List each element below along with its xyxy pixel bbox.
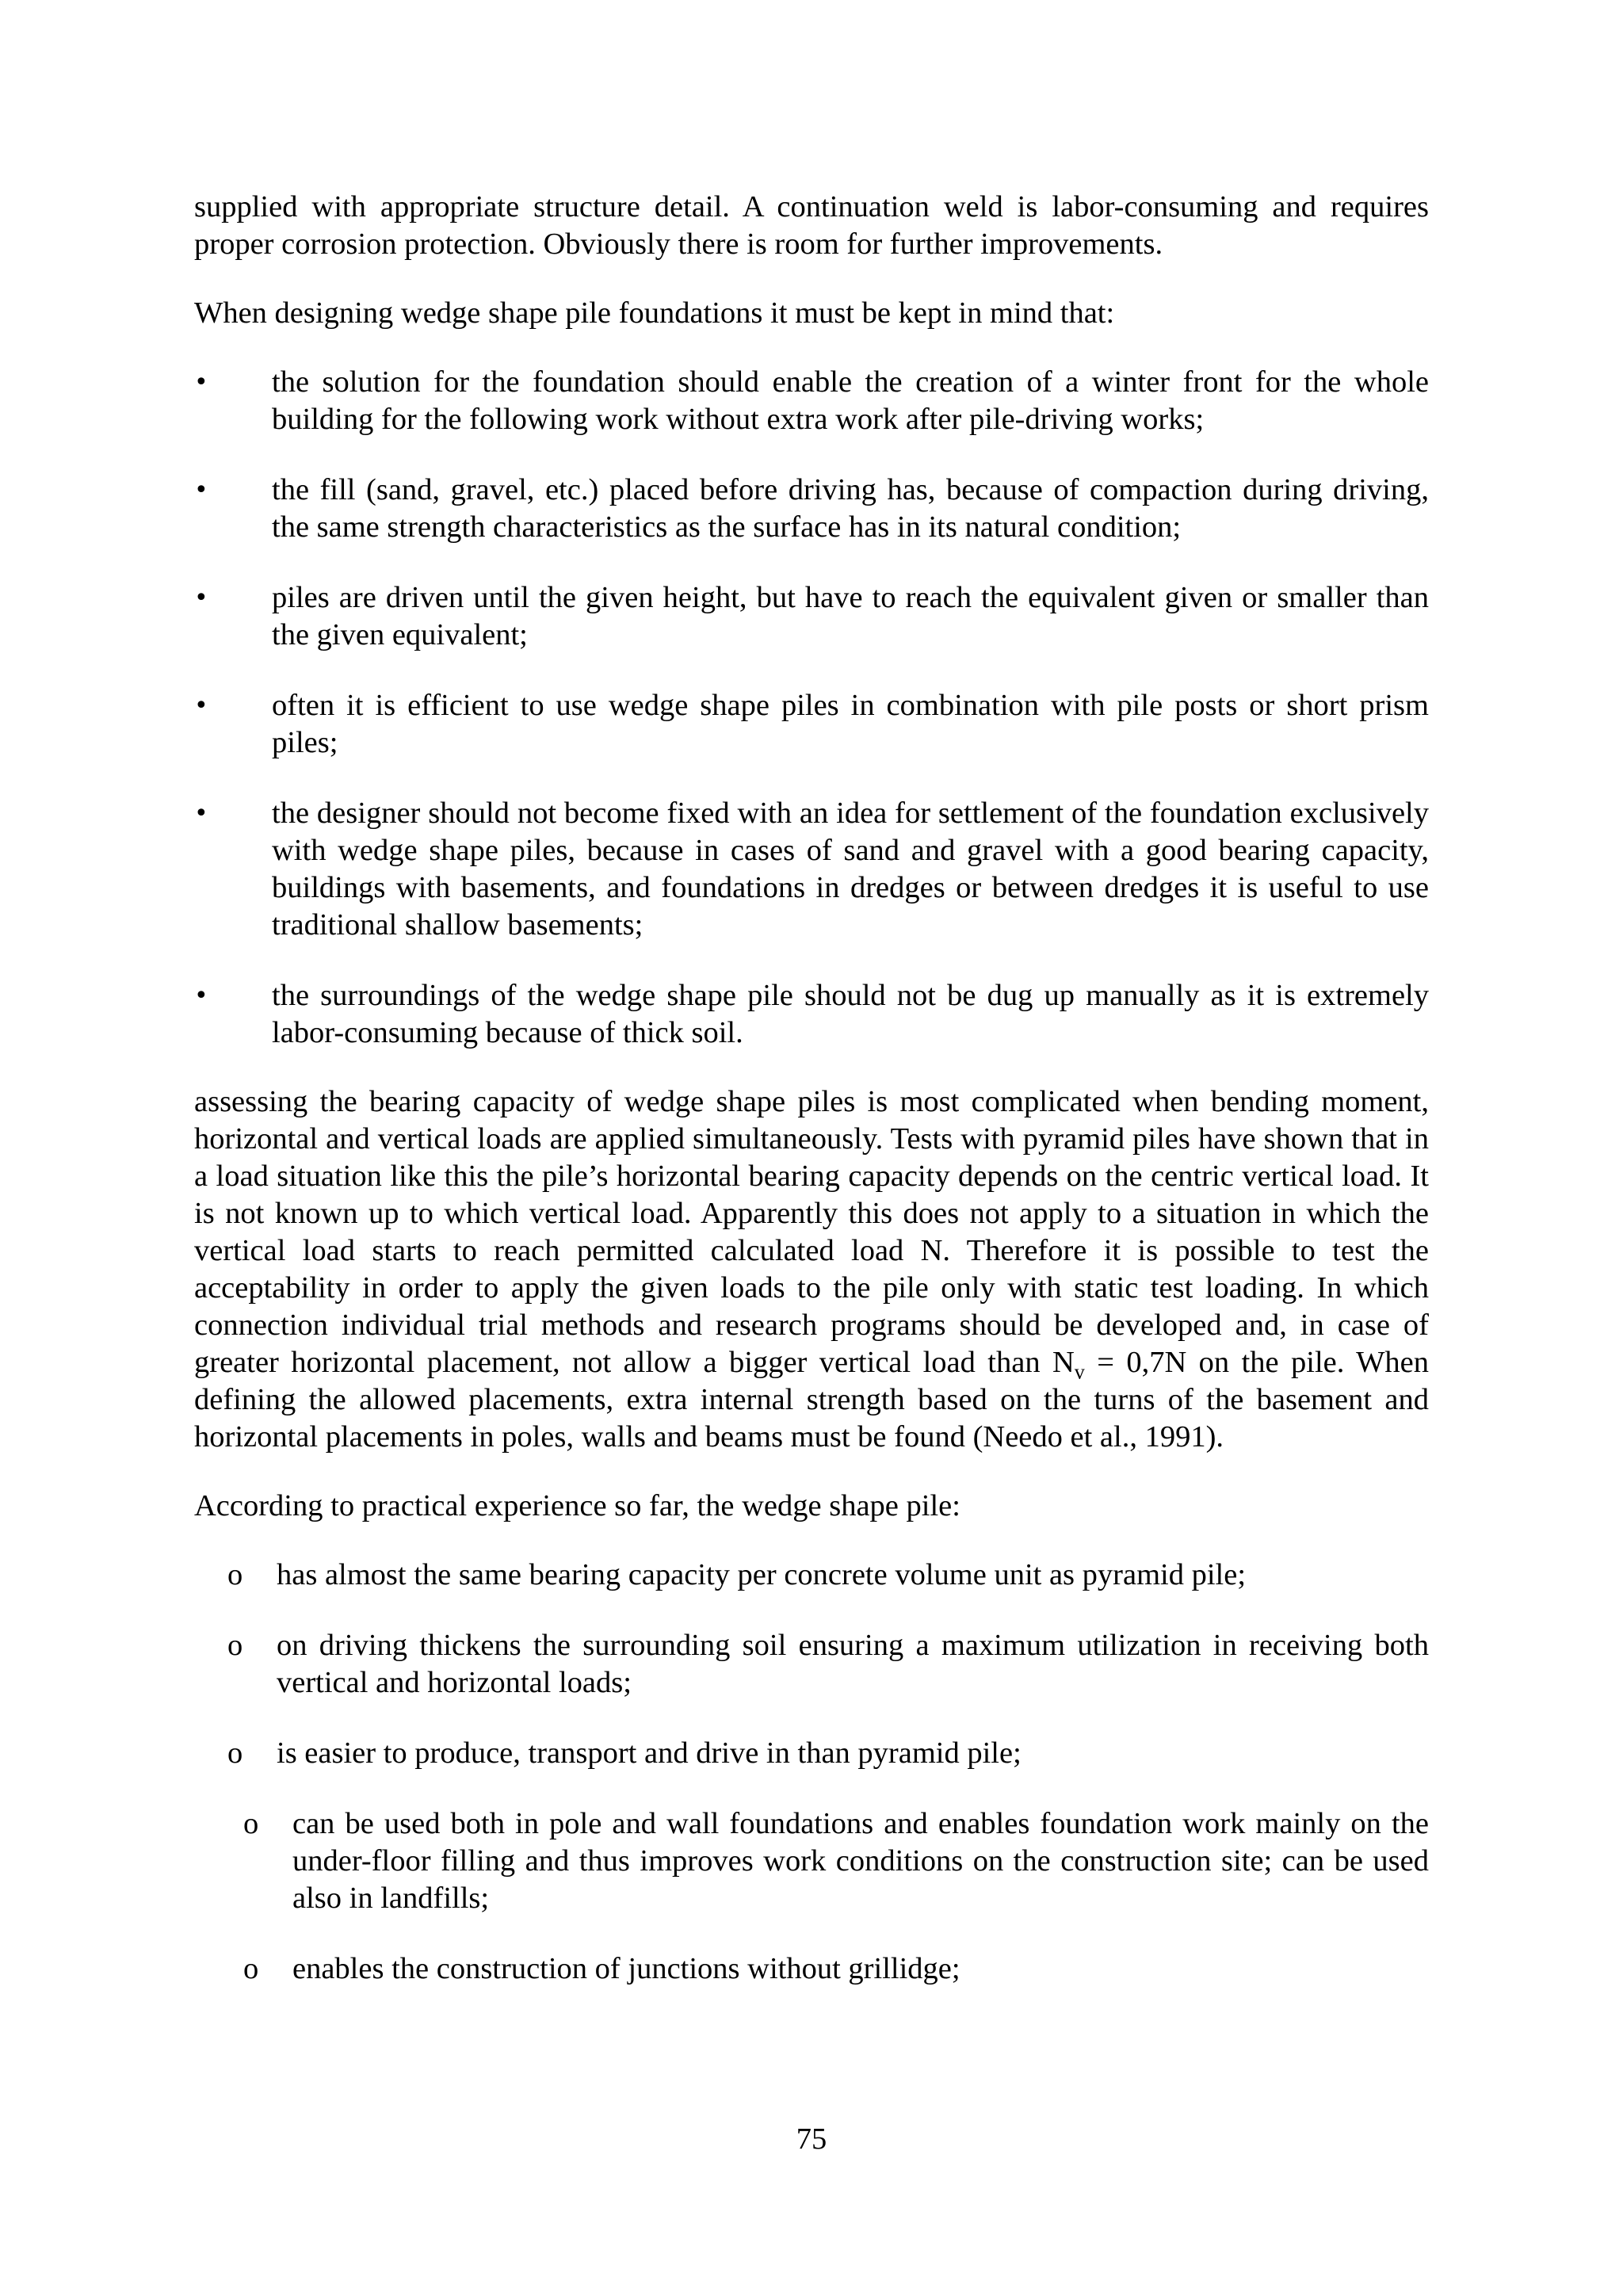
circle-bullet-icon: o (227, 1629, 243, 1662)
list-item: o on driving thickens the surrounding soil ensuring a maximum utilization in receiving both vertical and horizontal loads; (227, 1629, 1429, 1699)
list-item: o is easier to produce, transport and drive in than pyramid pile; (194, 1735, 1429, 1772)
list-item: • the surroundings of the wedge shape pile should not be dug up manually as it is extremely labor-consuming because of thick soil. (194, 979, 1429, 1049)
bullet-icon: • (194, 369, 208, 396)
paragraph-bearing-capacity: assessing the bearing capacity of wedge shape piles is most complicated when bending moment, horizontal and vertical loads are applied simultaneously. Tests with pyramid piles have shown that in a load situation like this the pile’s horizontal bearing capacity depends on the centric vertical load. It is not known up to which vertical load. Apparently this does not apply to a situation in which the vertical load starts to reach permitted calculated load N. Therefore it is possible to test the acceptability in order to apply the given loads to the pile only with static test loading. In which connection individual trial methods and research programs should be developed and, in case of greater horizontal placement, not allow a bigger vertical load than $N_v = 0,7N$ on the pile. When defining the allowed placements, extra internal strength based on the turns of the basement and horizontal placements in poles, walls and beams must be found (Needo et al., 1991). (194, 1085, 1429, 1454)
paragraph-experience-lead: According to practical experience so far, the wedge shape pile: (194, 1489, 960, 1522)
list-item: • often it is efficient to use wedge shape piles in combination with pile posts or short prism piles; (194, 689, 1429, 759)
list-item: • piles are driven until the given height, but have to reach the equivalent given or smaller than the given equivalent; (194, 581, 1429, 651)
list-item: o enables the construction of junctions without grillidge; (194, 1950, 1429, 1988)
circle-bullet-icon: o (227, 1736, 243, 1770)
circle-bullet-icon: o (243, 1807, 259, 1840)
document-page (194, 189, 1429, 2021)
bullet-icon: • (194, 982, 208, 1010)
list-item: o can be used both in pole and wall foundations and enables foundation work mainly on the under-floor filling and thus improves work conditions on the construction site; can be used also in landfills; (243, 1807, 1429, 1915)
circle-bullet-icon: o (243, 1952, 259, 1985)
page-number: 75 (796, 2122, 827, 2156)
paragraph-design-lead: When designing wedge shape pile foundations it must be kept in mind that: (194, 296, 1115, 330)
bullet-icon: • (194, 692, 208, 720)
list-item: • the fill (sand, gravel, etc.) placed before driving has, because of compaction during driving, the same strength characteristics as the surface has in its natural condition; (194, 473, 1429, 544)
list-item: o has almost the same bearing capacity per concrete volume unit as pyramid pile; (194, 1557, 1429, 1594)
design-considerations-list (194, 364, 1429, 1052)
list-item: • the solution for the foundation should enable the creation of a winter front for the whole building for the following work without extra work after pile-driving works; (194, 365, 1429, 436)
paragraph-intro: supplied with appropriate structure detail. A continuation weld is labor-consuming and requires proper corrosion protection. Obviously there is room for further improvements. (194, 190, 1429, 261)
circle-bullet-icon: o (227, 1558, 243, 1591)
bullet-icon: • (194, 476, 208, 504)
bullet-icon: • (194, 584, 208, 612)
bullet-icon: • (194, 800, 208, 827)
list-item: • the designer should not become fixed with an idea for settlement of the foundation exclusively with wedge shape piles, because in cases of sand and gravel with a good bearing capacity, buildings with basements, and foundations in dredges or between dredges it is useful to use traditional shallow basements; (194, 797, 1429, 942)
wedge-pile-properties-list (194, 1557, 1429, 1988)
